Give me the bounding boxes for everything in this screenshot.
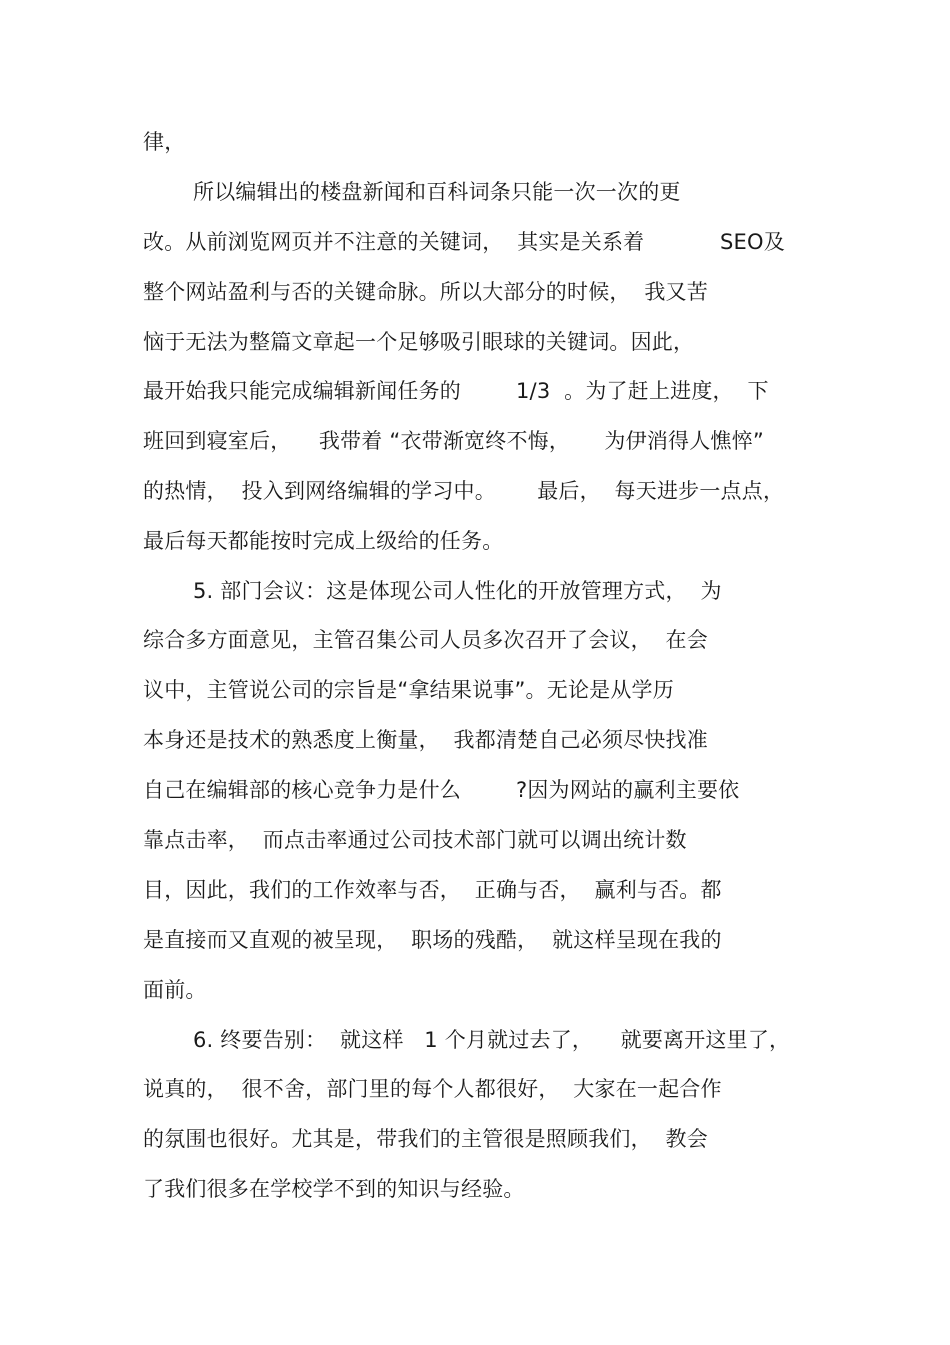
text-line: 是直接而又直观的被呈现， 职场的残酷， 就这样呈现在我的 — [143, 928, 722, 952]
text-line: 目，因此，我们的工作效率与否， 正确与否， 赢利与否。都 — [143, 878, 722, 902]
text-line: 靠点击率， 而点击率通过公司技术部门就可以调出统计数 — [143, 828, 687, 852]
text-line: 改。从前浏览网页并不注意的关键词， 其实是关系着 SEO及 — [143, 230, 785, 254]
text-line: 所以编辑出的楼盘新闻和百科词条只能一次一次的更 — [193, 180, 681, 204]
text-line: 最后每天都能按时完成上级给的任务。 — [143, 529, 504, 553]
text-line: 最开始我只能完成编辑新闻任务的 1/3 。为了赶上进度， 下 — [143, 379, 769, 403]
text-line: 恼于无法为整篇文章起一个足够吸引眼球的关键词。因此， — [143, 330, 695, 354]
text-line: 议中，主管说公司的宗旨是“拿结果说事”。无论是从学历 — [143, 678, 674, 702]
text-line: 5. 部门会议：这是体现公司人性化的开放管理方式， 为 — [193, 579, 722, 603]
text-line: 班回到寝室后， 我带着 “衣带渐宽终不悔， 为伊消得人憔悴” — [143, 429, 764, 453]
text-line: 的氛围也很好。尤其是，带我们的主管很是照顾我们， 教会 — [143, 1127, 708, 1151]
text-line: 6. 终要告别： 就这样 1 个月就过去了， 就要离开这里了， — [193, 1028, 791, 1052]
text-line: 说真的， 很不舍，部门里的每个人都很好， 大家在一起合作 — [143, 1077, 722, 1101]
text-line: 本身还是技术的熟悉度上衡量， 我都清楚自己必须尽快找准 — [143, 728, 708, 752]
text-line: 面前。 — [143, 978, 207, 1002]
text-line: 的热情， 投入到网络编辑的学习中。 最后， 每天进步一点点， — [143, 479, 785, 503]
text-line: 自己在编辑部的核心竞争力是什么 ?因为网站的赢利主要依 — [143, 778, 740, 802]
text-line: 律， — [143, 130, 186, 154]
text-line: 整个网站盈利与否的关键命脉。所以大部分的时候， 我又苦 — [143, 280, 708, 304]
text-line: 综合多方面意见，主管召集公司人员多次召开了会议， 在会 — [143, 628, 708, 652]
text-line: 了我们很多在学校学不到的知识与经验。 — [143, 1177, 525, 1201]
